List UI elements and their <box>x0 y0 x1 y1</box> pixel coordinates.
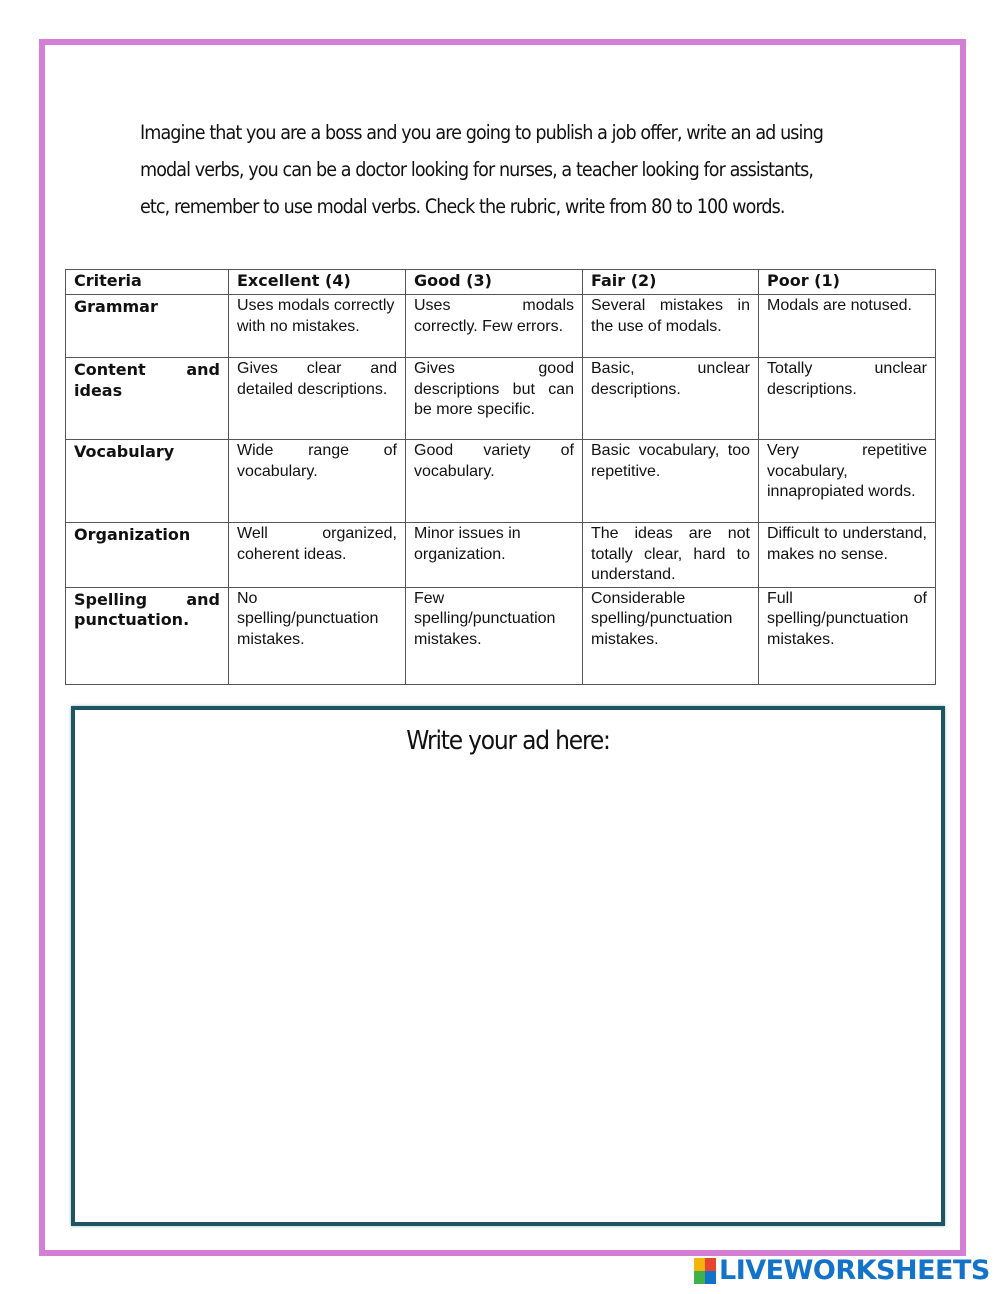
instructions-line-2: modal verbs, you can be a doctor looking for nurses, a teacher looking for assistants, <box>140 158 814 181</box>
poor-cell: Difficult to understand, makes no sense. <box>759 523 936 588</box>
good-cell: Few spelling/punctuation mistakes. <box>406 587 583 684</box>
poor-cell: Modals are notused. <box>759 295 936 358</box>
fair-cell: Basic vocabulary, too repetitive. <box>583 440 759 523</box>
rubric-table <box>65 269 936 685</box>
rubric-header-row <box>66 270 936 295</box>
poor-cell: Totally unclear descriptions. <box>759 358 936 440</box>
fair-cell: The ideas are not totally clear, hard to understand. <box>583 523 759 588</box>
criterion-cell: Content and ideas <box>66 358 229 440</box>
excellent-cell: No spelling/punctuation mistakes. <box>229 587 406 684</box>
header-poor: Poor (1) <box>759 270 936 295</box>
answer-box-title: Write your ad here: <box>406 726 610 756</box>
fair-cell: Considerable spelling/punctuation mistakes. <box>583 587 759 684</box>
rubric-row-vocabulary <box>66 440 936 523</box>
fair-cell: Basic, unclear descriptions. <box>583 358 759 440</box>
rubric-row-grammar <box>66 295 936 358</box>
poor-cell: Full of spelling/punctuation mistakes. <box>759 587 936 684</box>
good-cell: Good variety of vocabulary. <box>406 440 583 523</box>
fair-cell: Several mistakes in the use of modals. <box>583 295 759 358</box>
criterion-cell: Spelling and punctuation. <box>66 587 229 684</box>
rubric-row-spelling <box>66 587 936 684</box>
liveworksheets-logo <box>694 1255 990 1286</box>
criterion-cell: Grammar <box>66 295 229 358</box>
excellent-cell: Well organized, coherent ideas. <box>229 523 406 588</box>
rubric-row-organization <box>66 523 936 588</box>
header-excellent: Excellent (4) <box>229 270 406 295</box>
instructions-line-3: etc, remember to use modal verbs. Check the rubric, write from 80 to 100 words. <box>140 195 785 218</box>
good-cell: Gives good descriptions but can be more specific. <box>406 358 583 440</box>
instructions <box>140 114 880 225</box>
header-good: Good (3) <box>406 270 583 295</box>
criterion-cell: Vocabulary <box>66 440 229 523</box>
header-fair: Fair (2) <box>583 270 759 295</box>
liveworksheets-logo-icon <box>694 1258 716 1284</box>
rubric-row-content <box>66 358 936 440</box>
good-cell: Minor issues in organization. <box>406 523 583 588</box>
excellent-cell: Uses modals correctly with no mistakes. <box>229 295 406 358</box>
good-cell: Uses modals correctly. Few errors. <box>406 295 583 358</box>
logo-text: LIVEWORKSHEETS <box>719 1255 990 1286</box>
poor-cell: Very repetitive vocabulary, innapropiated words. <box>759 440 936 523</box>
instructions-line-1: Imagine that you are a boss and you are going to publish a job offer, write an ad using <box>140 121 823 144</box>
excellent-cell: Gives clear and detailed descriptions. <box>229 358 406 440</box>
answer-box[interactable] <box>71 706 945 1226</box>
header-criteria: Criteria <box>66 270 229 295</box>
excellent-cell: Wide range of vocabulary. <box>229 440 406 523</box>
criterion-cell: Organization <box>66 523 229 588</box>
